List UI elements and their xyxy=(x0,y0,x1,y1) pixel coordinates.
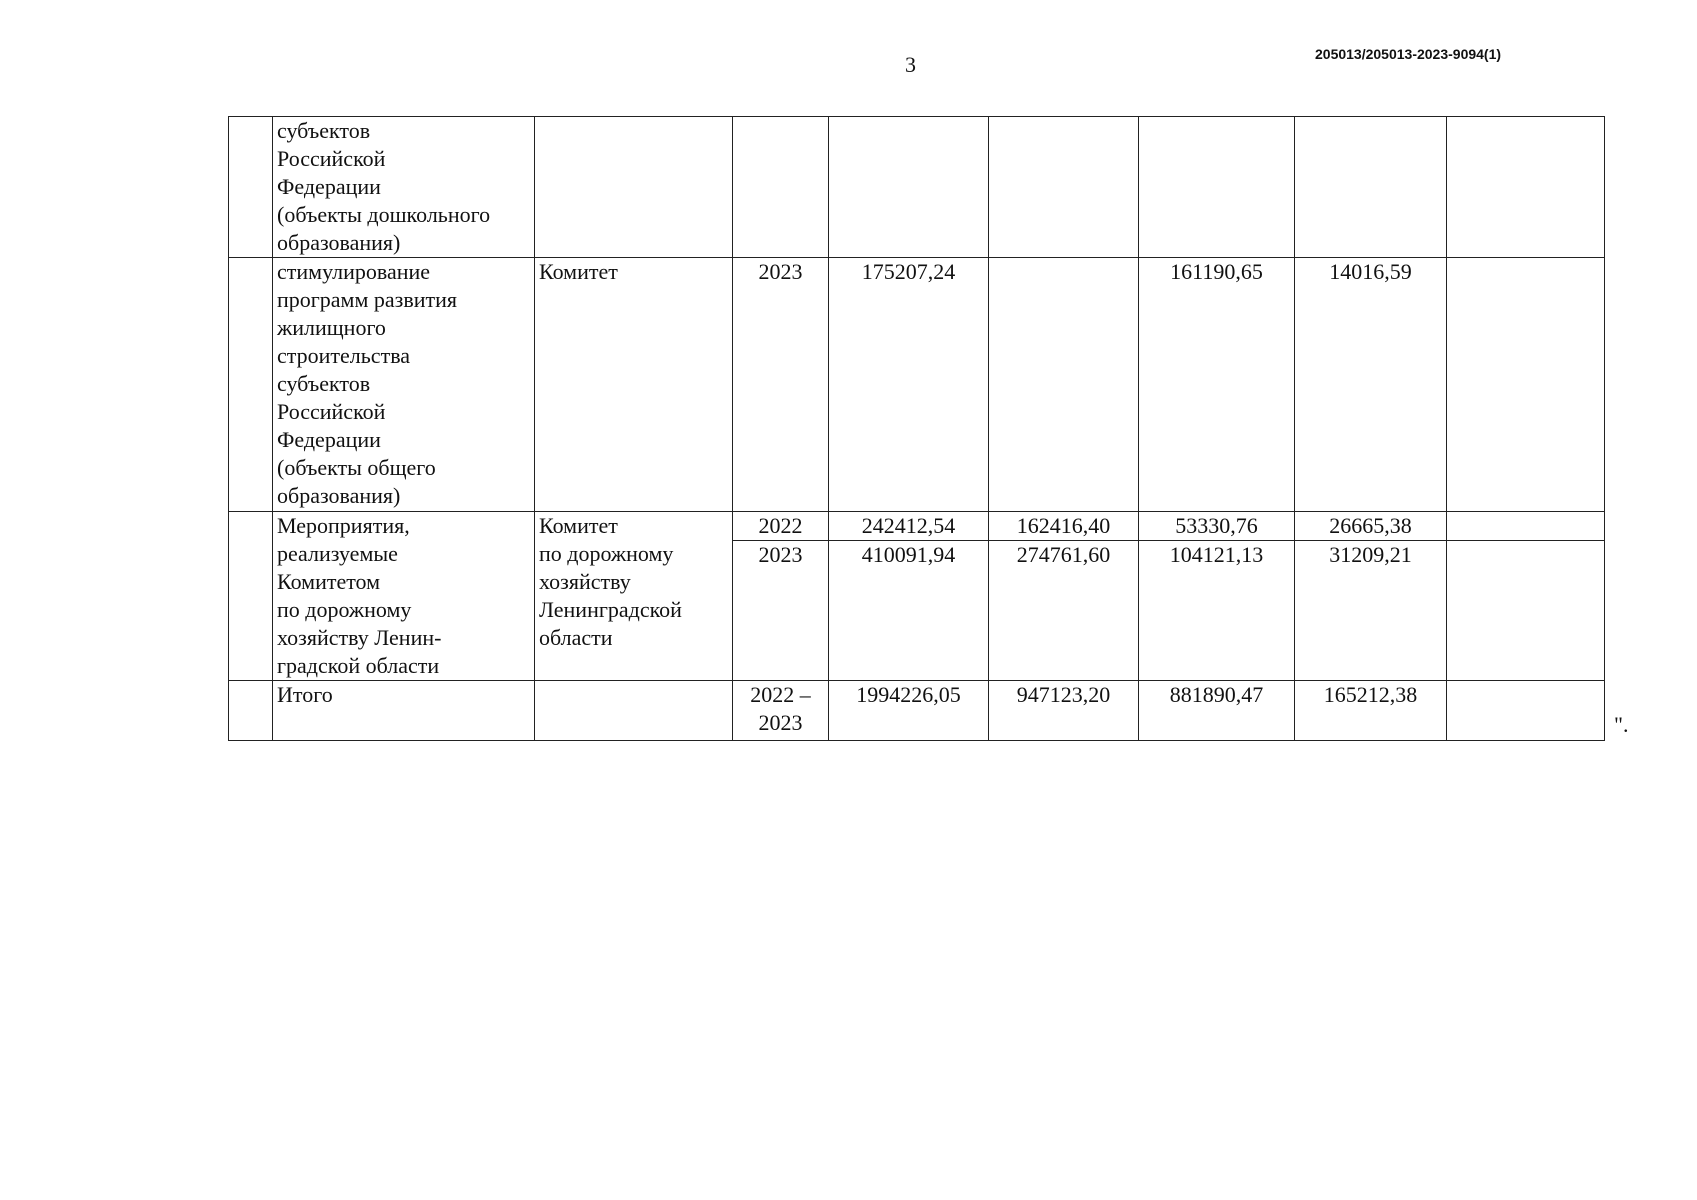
year-cell: 2022 xyxy=(733,512,829,541)
year-cell: 2023 xyxy=(733,258,829,512)
page-number: 3 xyxy=(905,52,916,77)
extra-cell xyxy=(1447,512,1605,541)
extra-cell xyxy=(1447,681,1605,741)
year-cell: 2023 xyxy=(733,541,829,681)
table-row xyxy=(229,512,1605,541)
total-cell: 1994226,05 xyxy=(829,681,989,741)
total-cell: 242412,54 xyxy=(829,512,989,541)
total-cell: 410091,94 xyxy=(829,541,989,681)
regional-cell: 881890,47 xyxy=(1139,681,1295,741)
table-row xyxy=(229,258,1605,512)
row-index-cell xyxy=(229,512,273,681)
row-index-cell xyxy=(229,681,273,741)
executor-cell xyxy=(535,117,733,258)
extra-cell xyxy=(1447,541,1605,681)
budget-table xyxy=(228,116,1605,741)
federal-cell: 162416,40 xyxy=(989,512,1139,541)
table-row xyxy=(229,117,1605,258)
total-cell: 175207,24 xyxy=(829,258,989,512)
local-cell: 31209,21 xyxy=(1295,541,1447,681)
regional-cell: 53330,76 xyxy=(1139,512,1295,541)
closing-quote: ". xyxy=(1614,712,1629,737)
federal-cell xyxy=(989,258,1139,512)
year-cell: 2022 – 2023 xyxy=(733,681,829,741)
federal-cell: 947123,20 xyxy=(989,681,1139,741)
extra-cell xyxy=(1447,258,1605,512)
row-index-cell xyxy=(229,117,273,258)
federal-cell xyxy=(989,117,1139,258)
regional-cell xyxy=(1139,117,1295,258)
local-cell: 14016,59 xyxy=(1295,258,1447,512)
document-id: 205013/205013-2023-9094(1) xyxy=(1315,46,1502,62)
executor-cell: Комитет xyxy=(535,258,733,512)
local-cell: 26665,38 xyxy=(1295,512,1447,541)
row-index-cell xyxy=(229,258,273,512)
total-row xyxy=(229,681,1605,741)
year-cell xyxy=(733,117,829,258)
row-name-cell: Мероприятия, реализуемые Комитетом по дорожному хозяйству Ленин- градской области xyxy=(273,512,535,681)
executor-cell: Комитет по дорожному хозяйству Ленинградской области xyxy=(535,512,733,681)
federal-cell: 274761,60 xyxy=(989,541,1139,681)
executor-cell xyxy=(535,681,733,741)
local-cell xyxy=(1295,117,1447,258)
row-name-cell: субъектов Российской Федерации (объекты дошкольного образования) xyxy=(273,117,535,258)
extra-cell xyxy=(1447,117,1605,258)
row-name-cell: стимулирование программ развития жилищного строительства субъектов Российской Федерации (объекты общего образования) xyxy=(273,258,535,512)
total-label-cell: Итого xyxy=(273,681,535,741)
regional-cell: 161190,65 xyxy=(1139,258,1295,512)
local-cell: 165212,38 xyxy=(1295,681,1447,741)
regional-cell: 104121,13 xyxy=(1139,541,1295,681)
total-cell xyxy=(829,117,989,258)
